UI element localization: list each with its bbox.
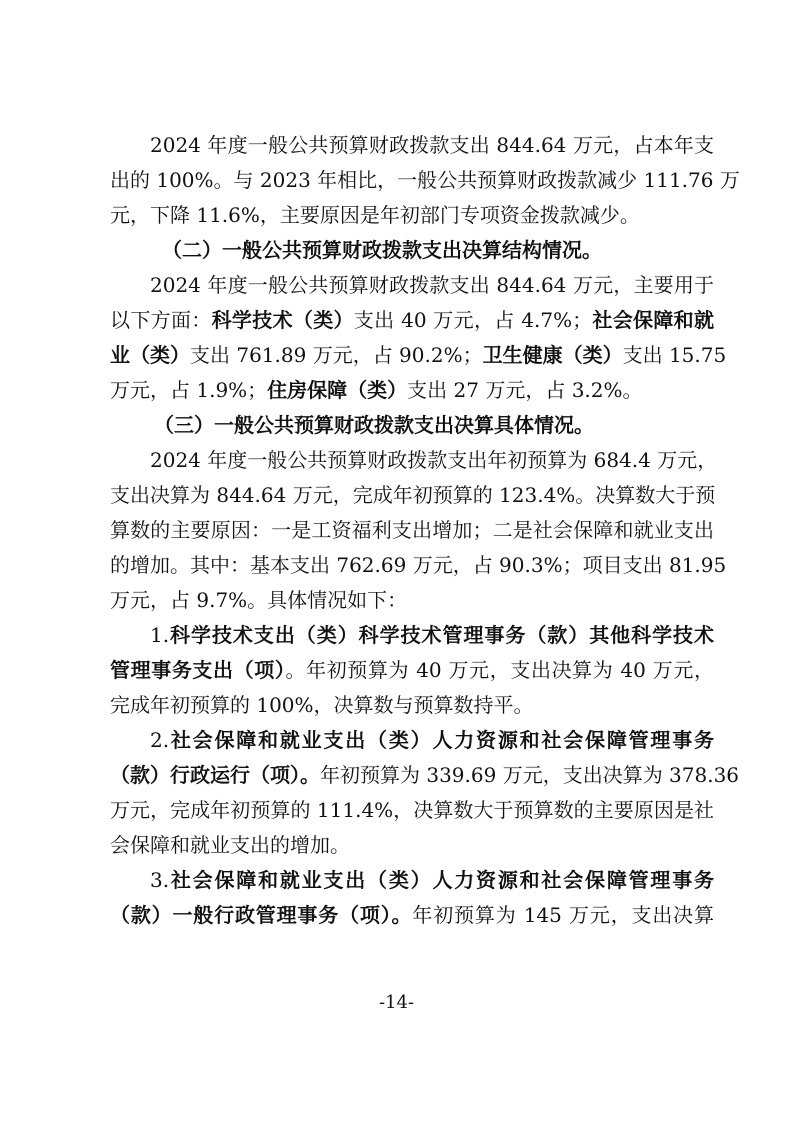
text-run: 支出 15.75 xyxy=(622,343,727,367)
text-run: 年初预算为 339.69 万元，支出决算为 378.36 xyxy=(320,763,740,787)
paragraph-line xyxy=(110,338,727,373)
paragraph-line: 算数的主要原因：一是工资福利支出增加；二是社会保障和就业支出 xyxy=(110,518,714,542)
item-line xyxy=(110,758,740,793)
bold-run: 社会保障和就 xyxy=(592,308,715,332)
bold-run: 科学技术（类） xyxy=(211,308,354,332)
paragraph-line: 2024 年度一般公共预算财政拨款支出 844.64 万元，占本年支 xyxy=(150,133,714,157)
paragraph-line xyxy=(110,373,714,408)
paragraph-line: 万元，占 9.7%。具体情况如下： xyxy=(110,588,408,612)
bold-run: 管理事务支出（项） xyxy=(110,658,286,682)
item-line: 完成年初预算的 100%，决算数与预算数持平。 xyxy=(110,693,534,717)
item-line xyxy=(110,653,714,688)
paragraph-line: 支出决算为 844.64 万元，完成年初预算的 123.4%。决算数大于预 xyxy=(110,483,716,507)
paragraph-line: 元，下降 11.6%，主要原因是年初部门专项资金拨款减少。 xyxy=(110,203,640,227)
bold-run: 社会保障和就业支出（类）人力资源和社会保障管理事务 xyxy=(169,728,714,752)
text-run: 以下方面： xyxy=(110,308,212,332)
text-run: 万元，占 1.9%； xyxy=(110,378,268,402)
body-text xyxy=(110,128,740,933)
bold-run: （款）一般行政管理事务（项）。 xyxy=(110,903,413,927)
item-line xyxy=(110,898,714,933)
section-heading: （三）一般公共预算财政拨款支出决算具体情况。 xyxy=(154,413,594,437)
section-heading: （二）一般公共预算财政拨款支出决算结构情况。 xyxy=(162,238,602,262)
bold-run: 卫生健康（类） xyxy=(482,343,623,367)
bold-run: 社会保障和就业支出（类）人力资源和社会保障管理事务 xyxy=(169,868,714,892)
paragraph-line xyxy=(110,303,714,338)
text-run: 支出 40 万元，占 4.7%； xyxy=(353,308,593,332)
paragraph-line: 出的 100%。与 2023 年相比，一般公共预算财政拨款减少 111.76 万 xyxy=(110,168,740,192)
text-run: 支出 761.89 万元，占 90.2%； xyxy=(190,343,483,367)
item-line: 会保障和就业支出的增加。 xyxy=(110,833,350,857)
paragraph-line: 的增加。其中：基本支出 762.69 万元，占 90.3%；项目支出 81.95 xyxy=(110,553,727,577)
item-line xyxy=(110,723,714,758)
paragraph-line: 2024 年度一般公共预算财政拨款支出年初预算为 684.4 万元， xyxy=(150,448,718,472)
item-line xyxy=(110,618,714,653)
text-run: 。年初预算为 40 万元，支出决算为 40 万元， xyxy=(285,658,714,682)
bold-run: 科学技术支出（类）科学技术管理事务（款）其他科学技术 xyxy=(169,623,714,647)
item-number: 2. xyxy=(150,728,170,752)
item-line xyxy=(110,863,714,898)
bold-run: 住房保障（类） xyxy=(267,378,408,402)
bold-run: （款）行政运行（项）。 xyxy=(110,763,320,787)
text-run: 支出 27 万元，占 3.2%。 xyxy=(407,378,643,402)
item-line: 万元，完成年初预算的 111.4%，决算数大于预算数的主要原因是社 xyxy=(110,798,714,822)
bold-run: 业（类） xyxy=(110,343,190,367)
paragraph-line: 2024 年度一般公共预算财政拨款支出 844.64 万元，主要用于 xyxy=(150,273,714,297)
item-number: 3. xyxy=(150,868,170,892)
item-number: 1. xyxy=(150,623,170,647)
text-run: 年初预算为 145 万元，支出决算 xyxy=(412,903,715,927)
page-number: -14- xyxy=(378,992,415,1013)
